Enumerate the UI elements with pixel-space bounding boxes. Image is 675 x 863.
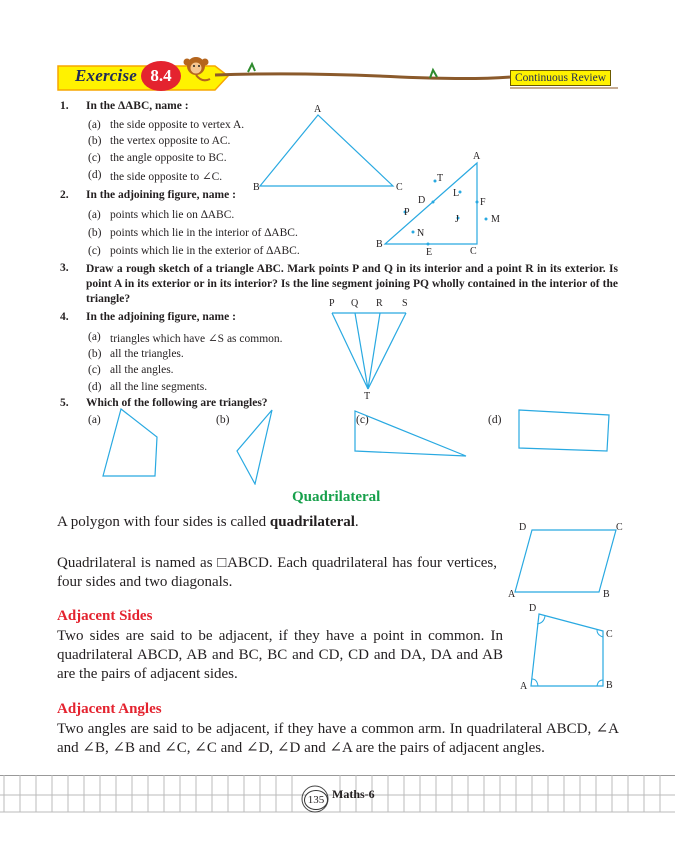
q1b-text: the vertex opposite to AC. <box>110 135 231 147</box>
fig4-label-s: S <box>402 298 408 309</box>
quad1-label-b: B <box>603 589 610 600</box>
quad2-label-d: D <box>529 603 537 614</box>
fig4-label-p: P <box>329 298 335 309</box>
fig2-label-t: T <box>437 173 444 184</box>
q1d-label: (d) <box>88 169 102 181</box>
q4d-text: all the line segments. <box>110 381 208 393</box>
continuous-review-tag: Continuous Review <box>510 70 611 86</box>
q2-number: 2. <box>60 189 69 201</box>
q3-text: Draw a rough sketch of a triangle ABC. Mark points P and Q in its interior and a point R in its exterior. Is point A in its exterior or in its interior? Is the line segment joining PQ wholly contained in the interior of the triangle? <box>86 263 618 305</box>
q5-option-b: (b) <box>216 414 230 426</box>
q4d-label: (d) <box>88 381 102 393</box>
q1a-text: the side opposite to vertex A. <box>110 119 245 131</box>
page-number: 135 <box>304 790 328 810</box>
fig2-label-p: P <box>404 207 410 218</box>
fig2-label-n: N <box>417 228 425 239</box>
q4a-label: (a) <box>88 331 101 343</box>
fig2-label-m: M <box>491 214 500 225</box>
q1c-text: the angle opposite to BC. <box>110 152 227 164</box>
q5-option-c: (c) <box>356 414 369 426</box>
q2a-label: (a) <box>88 209 101 221</box>
quadrilateral-definition: A polygon with four sides is called quadrilateral. <box>57 514 359 530</box>
q3-number: 3. <box>60 262 69 274</box>
q5-option-d: (d) <box>488 414 502 426</box>
figure-fan-triangles <box>325 305 415 397</box>
quadrilateral-naming: Quadrilateral is named as □ABCD. Each quadrilateral has four vertices, four sides and two diagonals. <box>57 555 497 590</box>
fig4-label-r: R <box>376 298 383 309</box>
quad1-label-d: D <box>519 522 527 533</box>
fig2-label-j: J <box>455 214 459 225</box>
fig2-label-b: B <box>376 239 383 250</box>
fig4-label-q: Q <box>351 298 359 309</box>
fig1-label-c: C <box>396 182 403 193</box>
q1d-text: the side opposite to ∠C. <box>110 171 223 183</box>
q1a-label: (a) <box>88 119 101 131</box>
q1-text: In the ∆ABC, name : <box>86 100 189 112</box>
adjacent-angles-heading: Adjacent Angles <box>57 701 162 717</box>
q4a-text: triangles which have ∠S as common. <box>110 333 283 345</box>
fig2-label-f: F <box>480 197 486 208</box>
q4-number: 4. <box>60 311 69 323</box>
figure-points-triangle <box>380 155 520 255</box>
q1b-label: (b) <box>88 135 102 147</box>
q4c-label: (c) <box>88 364 101 376</box>
q1-number: 1. <box>60 100 69 112</box>
exercise-label: Exercise <box>75 66 138 85</box>
fig2-label-c: C <box>470 246 477 257</box>
quad2-label-a: A <box>520 681 528 692</box>
q4b-text: all the triangles. <box>110 348 184 360</box>
q5-number: 5. <box>60 397 69 409</box>
q4-text: In the adjoining figure, name : <box>86 311 236 323</box>
adjacent-angles-text: Two angles are said to be adjacent, if they have a common arm. In quadrilateral ABCD, ∠A and ∠B, ∠B and ∠C, ∠C and ∠D, ∠D and ∠A are the pairs of adjacent angles. <box>57 721 619 756</box>
q2b-label: (b) <box>88 227 102 239</box>
q5-option-a: (a) <box>88 414 101 426</box>
fig4-label-t: T <box>364 391 371 402</box>
figure-quadrilateral-angles <box>525 605 615 695</box>
q5-shapes <box>95 405 615 485</box>
section-title: Quadrilateral <box>292 489 381 505</box>
adjacent-sides-text: Two sides are said to be adjacent, if they have a point in common. In quadrilateral ABCD, AB and BC, BC and CD, CD and DA, DA and AB are the pairs of adjacent sides. <box>57 628 503 682</box>
fig2-label-e: E <box>426 247 433 258</box>
quad2-label-c: C <box>606 629 613 640</box>
q4c-text: all the angles. <box>110 364 174 376</box>
quad1-label-c: C <box>616 522 623 533</box>
q2c-label: (c) <box>88 245 101 257</box>
q5-text: Which of the following are triangles? <box>86 397 268 409</box>
q2b-text: points which lie in the interior of ∆ABC. <box>110 227 298 239</box>
q2a-text: points which lie on ∆ABC. <box>110 209 235 221</box>
figure-parallelogram <box>510 520 630 600</box>
q4b-label: (b) <box>88 348 102 360</box>
q1c-label: (c) <box>88 152 101 164</box>
exercise-number: 8.4 <box>141 61 181 91</box>
fig1-label-a: A <box>314 104 322 115</box>
quad1-label-a: A <box>508 589 516 600</box>
fig1-label-b: B <box>253 182 260 193</box>
q2c-text: points which lie in the exterior of ∆ABC. <box>110 245 300 257</box>
book-title: Maths-6 <box>332 787 375 801</box>
adjacent-sides-heading: Adjacent Sides <box>57 608 153 624</box>
fig2-label-a: A <box>473 151 481 162</box>
fig2-label-l: L <box>453 188 460 199</box>
quad2-label-b: B <box>606 680 613 691</box>
q2-text: In the adjoining figure, name : <box>86 189 236 201</box>
fig2-label-d: D <box>418 195 426 206</box>
